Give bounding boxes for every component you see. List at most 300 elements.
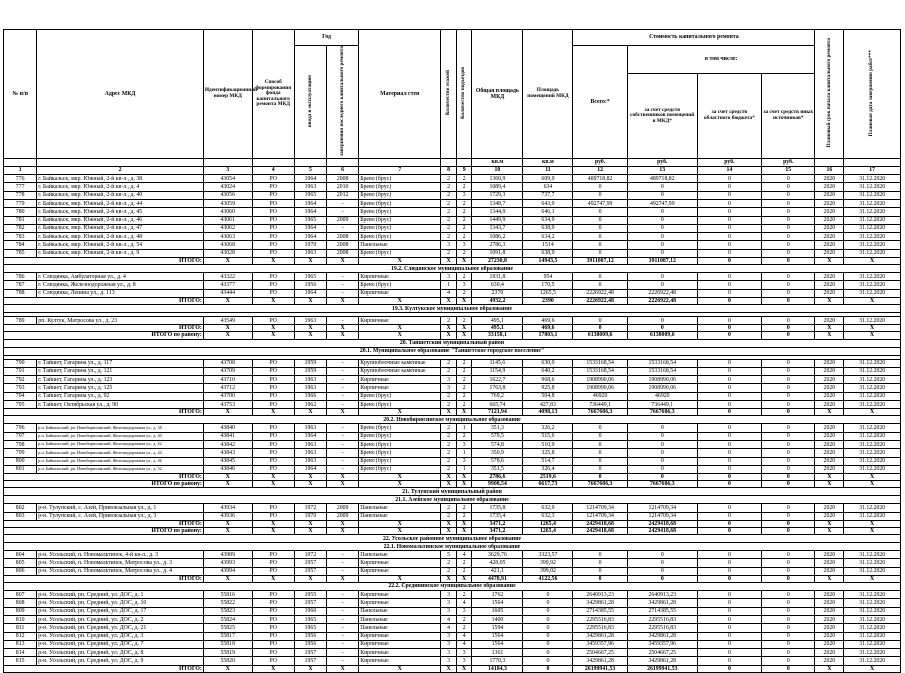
column-number-cell: 14: [697, 167, 761, 175]
table-cell: 1605: [472, 607, 523, 615]
header-plan-start: Плановый срок начала капитального ремонта: [815, 30, 844, 159]
total-cell: X: [203, 325, 252, 332]
total-cell: 1265,4: [523, 520, 573, 527]
total-cell: X: [359, 258, 441, 265]
table-cell: 2: [441, 183, 457, 191]
total-cell: 4478,91: [472, 575, 523, 582]
table-cell: 1343,7: [472, 224, 523, 232]
table-cell: 1091,8: [472, 249, 523, 257]
total-cell: X: [294, 409, 326, 416]
total-cell: X: [252, 665, 294, 672]
table-cell: 0: [627, 281, 697, 289]
table-cell: 0: [697, 640, 761, 648]
total-cell: 2429418,68: [627, 520, 697, 527]
total-cell: X: [815, 409, 844, 416]
table-cell: Панельные: [359, 607, 441, 615]
table-cell: 325,8: [523, 449, 573, 457]
total-cell: 0: [762, 520, 815, 527]
total-cell: X: [327, 481, 359, 488]
total-cell: X: [294, 325, 326, 332]
table-cell: -: [327, 465, 359, 473]
table-cell: 793: [4, 384, 37, 392]
table-cell: 43841: [203, 432, 252, 440]
address-cell: р-н. Усольский, рп. Средний, ул. ДОС, д. 17: [37, 607, 204, 615]
table-cell: 2: [441, 175, 457, 183]
header-regional: за счет средств областного бюджета*: [697, 73, 761, 158]
table-cell: 43843: [203, 449, 252, 457]
total-cell: X: [441, 297, 457, 304]
table-cell: 1400: [472, 615, 523, 623]
table-cell: 634: [523, 183, 573, 191]
total-cell: 17803,1: [523, 332, 573, 339]
table-cell: 814: [4, 649, 37, 657]
table-cell: 2020: [815, 359, 844, 367]
table-cell: РО: [252, 632, 294, 640]
total-cell: X: [294, 575, 326, 582]
table-cell: 2786,3: [472, 241, 523, 249]
table-cell: 43060: [203, 208, 252, 216]
table-cell: РО: [252, 465, 294, 473]
total-cell: X: [844, 258, 901, 265]
total-row: [4, 575, 901, 582]
table-cell: 0: [697, 559, 761, 567]
table-cell: -: [327, 359, 359, 367]
table-cell: 495,1: [472, 317, 523, 325]
table-cell: 0: [697, 191, 761, 199]
table-cell: 2008: [327, 233, 359, 241]
address-cell: рп. Култук, Матросова ул., д. 23: [37, 317, 204, 325]
table-cell: 43753: [203, 400, 252, 408]
table-cell: 2295516,83: [627, 624, 697, 632]
table-cell: 0: [762, 657, 815, 665]
table-cell: 791: [4, 367, 37, 375]
address-cell: р.п. Байкальский, рп. Новобирюсинский, Железнодорожная ул., д. 40: [37, 432, 204, 440]
table-cell: 1964: [294, 465, 326, 473]
table-cell: 351,5: [472, 465, 523, 473]
table-cell: 31.12.2020: [844, 224, 901, 232]
table-cell: 804: [4, 551, 37, 559]
table-cell: 3: [441, 241, 457, 249]
table-cell: 2: [456, 216, 472, 224]
table-cell: 1089,4: [472, 183, 523, 191]
table-cell: РО: [252, 191, 294, 199]
table-cell: 31.12.2020: [844, 632, 901, 640]
table-cell: 0: [573, 432, 627, 440]
table-cell: Крупноблочные каменные: [359, 367, 441, 375]
unit-cell: [441, 159, 457, 167]
table-cell: 0: [627, 216, 697, 224]
table-cell: -: [327, 376, 359, 384]
table-cell: 0: [697, 599, 761, 607]
section-row: [4, 339, 901, 347]
table-cell: 2020: [815, 457, 844, 465]
table-row: [4, 199, 901, 207]
table-cell: 2020: [815, 512, 844, 520]
total-row: [4, 474, 901, 481]
table-cell: 2: [456, 359, 472, 367]
column-number-cell: 15: [762, 167, 815, 175]
table-cell: 31.12.2020: [844, 615, 901, 623]
table-cell: 31.12.2020: [844, 504, 901, 512]
table-cell: 1957: [294, 567, 326, 575]
table-cell: 790: [4, 359, 37, 367]
table-cell: Кирпичные: [359, 376, 441, 384]
address-cell: р-н. Усольский, п. Новомальтинск, Матросова ул., д. 4: [37, 567, 204, 575]
table-cell: 2: [456, 504, 472, 512]
total-cell: X: [815, 520, 844, 527]
table-cell: 350,9: [472, 449, 523, 457]
table-cell: 2: [456, 400, 472, 408]
table-cell: 1908990,06: [627, 384, 697, 392]
table-cell: 776: [4, 175, 37, 183]
table-cell: 2: [441, 504, 457, 512]
table-cell: 1965: [294, 615, 326, 623]
table-cell: 2020: [815, 273, 844, 281]
total-cell: X: [456, 409, 472, 416]
table-cell: -: [327, 384, 359, 392]
table-cell: 31.12.2020: [844, 400, 901, 408]
total-cell: X: [441, 520, 457, 527]
table-cell: Брево (брус): [359, 449, 441, 457]
table-cell: 2020: [815, 199, 844, 207]
table-cell: 0: [627, 317, 697, 325]
table-cell: 31.12.2020: [844, 392, 901, 400]
table-cell: 31.12.2020: [844, 567, 901, 575]
total-cell: 27230,8: [472, 258, 523, 265]
section-title: 21. Тулунский муниципальный район: [4, 488, 901, 496]
table-cell: 2020: [815, 216, 844, 224]
table-cell: 0: [627, 424, 697, 432]
table-cell: 0: [697, 432, 761, 440]
table-row: [4, 599, 901, 607]
address-cell: р-н. Тулунский, с. Азей, Привокзальная ул., д. 3: [37, 512, 204, 520]
section-title: 20.2. Новобирюсинское муниципальное образование: [4, 416, 901, 424]
table-cell: 2295516,83: [573, 624, 627, 632]
table-cell: 1145,6: [472, 359, 523, 367]
table-cell: 0: [627, 208, 697, 216]
table-cell: 780: [4, 208, 37, 216]
total-cell: 2429418,68: [627, 527, 697, 534]
table-cell: 2020: [815, 367, 844, 375]
table-cell: РО: [252, 359, 294, 367]
table-cell: 0: [697, 392, 761, 400]
table-cell: 0: [762, 400, 815, 408]
table-cell: 0: [762, 465, 815, 473]
table-cell: 1956: [294, 640, 326, 648]
table-cell: 2020: [815, 657, 844, 665]
table-cell: 31.12.2020: [844, 199, 901, 207]
table-cell: 3: [441, 376, 457, 384]
table-cell: 1957: [294, 599, 326, 607]
section-row: [4, 543, 901, 551]
table-cell: 43989: [203, 551, 252, 559]
table-cell: 43028: [203, 249, 252, 257]
table-cell: РО: [252, 449, 294, 457]
table-cell: 1908990,06: [627, 376, 697, 384]
table-cell: 43024: [203, 183, 252, 191]
table-cell: 1972: [294, 504, 326, 512]
table-cell: 492747,99: [573, 199, 627, 207]
total-cell: X: [203, 332, 252, 339]
table-row: [4, 449, 901, 457]
total-cell: X: [327, 258, 359, 265]
unit-cell: [4, 159, 37, 167]
table-cell: 2: [456, 183, 472, 191]
total-cell: X: [441, 527, 457, 534]
total-cell: 4932,2: [472, 297, 523, 304]
table-cell: 0: [697, 649, 761, 657]
table-cell: 2714385,55: [627, 607, 697, 615]
table-cell: 31.12.2020: [844, 208, 901, 216]
table-cell: 0: [627, 233, 697, 241]
column-number-cell: 2: [37, 167, 204, 175]
table-cell: 2020: [815, 392, 844, 400]
table-cell: 805: [4, 559, 37, 567]
table-cell: 55817: [203, 632, 252, 640]
total-cell: 2226922,48: [573, 297, 627, 304]
table-cell: 1964: [294, 199, 326, 207]
table-cell: 1963: [294, 249, 326, 257]
table-cell: 1594: [472, 624, 523, 632]
total-cell: 7667686,3: [573, 481, 627, 488]
table-cell: 0: [523, 624, 573, 632]
total-cell: 0: [697, 481, 761, 488]
section-title: 21.1. Азейское муниципальное образование: [4, 496, 901, 504]
table-cell: 3: [456, 241, 472, 249]
table-cell: -: [327, 317, 359, 325]
table-row: [4, 249, 901, 257]
table-cell: РО: [252, 208, 294, 216]
table-cell: Брево (брус): [359, 224, 441, 232]
table-cell: 634,9: [523, 216, 573, 224]
total-cell: X: [844, 481, 901, 488]
table-cell: 31.12.2020: [844, 465, 901, 473]
table-cell: 46920: [573, 392, 627, 400]
table-cell: 0: [762, 567, 815, 575]
table-cell: 2020: [815, 400, 844, 408]
table-cell: 1265,5: [523, 289, 573, 297]
table-row: [4, 440, 901, 448]
section-row: [4, 416, 901, 424]
table-cell: 326,2: [523, 424, 573, 432]
table-cell: РО: [252, 216, 294, 224]
table-cell: 1908990,06: [573, 384, 627, 392]
table-cell: 31.12.2020: [844, 191, 901, 199]
table-cell: 2: [456, 367, 472, 375]
table-cell: 1564: [472, 632, 523, 640]
table-cell: 0: [573, 457, 627, 465]
table-cell: РО: [252, 241, 294, 249]
table-cell: 2020: [815, 567, 844, 575]
total-cell: 6138009,6: [627, 332, 697, 339]
total-cell: 2390: [523, 297, 573, 304]
column-number-cell: 11: [523, 167, 573, 175]
table-cell: 0: [762, 449, 815, 457]
header-owners: за счет средств собственников помещений в МКД*: [627, 73, 697, 158]
header-material: Материал стен: [359, 30, 441, 159]
table-cell: 794: [4, 392, 37, 400]
section-row: [4, 305, 901, 313]
table-cell: 0: [697, 175, 761, 183]
table-cell: 55824: [203, 615, 252, 623]
table-cell: 634,2: [523, 233, 573, 241]
table-cell: 0: [762, 512, 815, 520]
table-cell: 0: [762, 281, 815, 289]
table-cell: 1533168,54: [627, 367, 697, 375]
unit-cell: [844, 159, 901, 167]
table-cell: 0: [697, 424, 761, 432]
table-cell: 0: [762, 440, 815, 448]
total-cell: 2429418,68: [573, 527, 627, 534]
table-cell: 2020: [815, 649, 844, 657]
table-cell: 2009: [327, 512, 359, 520]
unit-cell: [456, 159, 472, 167]
total-cell: 4122,56: [523, 575, 573, 582]
table-row: [4, 400, 901, 408]
table-row: [4, 615, 901, 623]
total-cell: X: [327, 520, 359, 527]
table-cell: 2012: [327, 191, 359, 199]
table-cell: 2020: [815, 249, 844, 257]
table-cell: 1965: [294, 191, 326, 199]
table-cell: 3429861,28: [573, 632, 627, 640]
total-cell: 0: [762, 527, 815, 534]
table-cell: 2: [441, 359, 457, 367]
table-cell: 31.12.2020: [844, 457, 901, 465]
table-cell: -: [327, 273, 359, 281]
total-cell: 2429418,68: [573, 520, 627, 527]
table-cell: 43710: [203, 376, 252, 384]
address-cell: р-н. Усольский, п. Новомальтинск, 4-й кв-л., д. 3: [37, 551, 204, 559]
table-cell: РО: [252, 457, 294, 465]
address-cell: р-н. Усольский, п. Новомальтинск, Матросова ул., д. 3: [37, 559, 204, 567]
table-cell: 2020: [815, 384, 844, 392]
address-cell: р.п. Байкальский, рп. Новобирюсинский, Железнодорожная ул., д. 46: [37, 457, 204, 465]
unit-cell: [359, 159, 441, 167]
total-label: ИТОГО:: [4, 258, 204, 265]
address-cell: г. Байкальск, мкр. Южный, 2-й кв-л., д. 44: [37, 199, 204, 207]
table-cell: Панельные: [359, 615, 441, 623]
table-cell: 0: [573, 281, 627, 289]
table-cell: 2020: [815, 624, 844, 632]
total-cell: 0: [697, 527, 761, 534]
table-cell: Кирпичные: [359, 289, 441, 297]
table-cell: 1957: [294, 559, 326, 567]
table-cell: РО: [252, 657, 294, 665]
total-cell: X: [844, 527, 901, 534]
table-cell: 1533168,54: [573, 367, 627, 375]
total-label: ИТОГО:: [4, 474, 204, 481]
table-cell: 1959: [294, 367, 326, 375]
table-cell: 0: [762, 607, 815, 615]
address-cell: р.п. Байкальский, рп. Новобирюсинский, Железнодорожная ул., д. 44: [37, 449, 204, 457]
total-row: [4, 258, 901, 265]
table-cell: 2: [441, 317, 457, 325]
total-cell: X: [456, 665, 472, 672]
total-cell: 2786,6: [472, 474, 523, 481]
table-cell: -: [327, 624, 359, 632]
table-cell: 783: [4, 233, 37, 241]
table-cell: Кирпичные: [359, 567, 441, 575]
section-title: 19.3. Култукское муниципальное образование: [4, 305, 901, 313]
table-cell: 4: [456, 551, 472, 559]
total-cell: X: [294, 481, 326, 488]
table-cell: 2: [456, 233, 472, 241]
total-cell: X: [441, 332, 457, 339]
table-row: [4, 273, 901, 281]
address-cell: г. Тайшет, Гагарина ул., д. 123: [37, 376, 204, 384]
total-cell: X: [203, 575, 252, 582]
table-cell: 2020: [815, 289, 844, 297]
table-cell: 2640913,23: [627, 591, 697, 599]
total-cell: 3911087,12: [573, 258, 627, 265]
section-title: 22.2. Средининское муниципальное образование: [4, 583, 901, 591]
total-cell: X: [252, 332, 294, 339]
total-cell: X: [359, 297, 441, 304]
table-cell: 1956: [294, 632, 326, 640]
table-cell: 0: [573, 183, 627, 191]
table-cell: Кирпичные: [359, 591, 441, 599]
table-cell: РО: [252, 559, 294, 567]
table-row: [4, 359, 901, 367]
total-cell: X: [844, 665, 901, 672]
table-cell: 1564: [472, 599, 523, 607]
table-cell: 797: [4, 432, 37, 440]
table-cell: 787: [4, 281, 37, 289]
table-cell: 3: [441, 640, 457, 648]
table-cell: Кирпичные: [359, 384, 441, 392]
table-cell: 0: [573, 551, 627, 559]
table-cell: 31.12.2020: [844, 289, 901, 297]
address-cell: р-н. Усольский, рп. Средний, ул. ДОС, д. 7: [37, 640, 204, 648]
table-cell: 0: [573, 465, 627, 473]
total-cell: 0: [697, 258, 761, 265]
table-cell: РО: [252, 376, 294, 384]
table-row: [4, 640, 901, 648]
total-cell: X: [844, 297, 901, 304]
table-cell: 0: [627, 465, 697, 473]
table-cell: Брево (брус): [359, 175, 441, 183]
table-cell: 0: [762, 432, 815, 440]
table-cell: 1966: [294, 392, 326, 400]
table-cell: 3629,76: [472, 551, 523, 559]
table-cell: 2020: [815, 424, 844, 432]
table-row: [4, 191, 901, 199]
table-cell: 0: [762, 199, 815, 207]
table-cell: 1964: [294, 432, 326, 440]
table-cell: 0: [697, 512, 761, 520]
table-cell: 2008: [327, 249, 359, 257]
table-cell: 2009: [327, 216, 359, 224]
table-cell: 1361: [472, 649, 523, 657]
total-cell: X: [815, 575, 844, 582]
total-cell: X: [294, 332, 326, 339]
table-cell: 0: [523, 640, 573, 648]
table-cell: 0: [697, 615, 761, 623]
table-cell: 0: [573, 317, 627, 325]
table-cell: 515,6: [523, 432, 573, 440]
table-cell: 0: [627, 183, 697, 191]
table-cell: 0: [627, 241, 697, 249]
total-cell: X: [359, 520, 441, 527]
total-cell: 0: [697, 665, 761, 672]
total-cell: X: [359, 665, 441, 672]
total-cell: X: [252, 575, 294, 582]
total-cell: X: [456, 527, 472, 534]
total-cell: X: [252, 474, 294, 481]
header-id: Идентификационный номер МКД: [203, 30, 252, 159]
table-cell: 3: [441, 657, 457, 665]
